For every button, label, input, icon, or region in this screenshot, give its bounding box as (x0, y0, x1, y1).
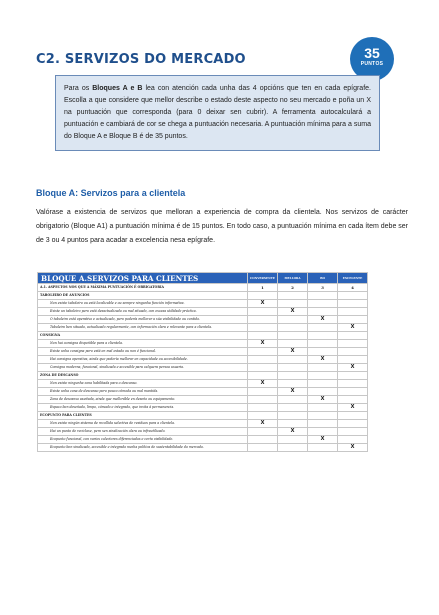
score-cell[interactable] (248, 436, 278, 444)
criterion-text: Taboleiro ben situado, actualizado regularmente, con información clara e relevante para a clientela. (38, 324, 248, 332)
score-cell[interactable] (308, 444, 338, 452)
score-cell[interactable] (278, 420, 308, 428)
page-title: C2. SERVIZOS DO MERCADO (36, 52, 246, 67)
score-cell[interactable] (338, 300, 368, 308)
col-header: MELLORA (278, 273, 308, 284)
score-cell[interactable] (308, 324, 338, 332)
score-cell[interactable]: X (248, 380, 278, 388)
section-header-cell (248, 372, 278, 380)
section-header-cell (308, 412, 338, 420)
col-header: EXCELENTE (338, 273, 368, 284)
instructions-bold: Bloques A e B (92, 85, 143, 92)
score-cell[interactable] (278, 300, 308, 308)
criterion-text: Existe unha consigna pero está en mal estado ou non é funcional. (38, 348, 248, 356)
score-number: 3 (308, 284, 338, 292)
table-row (38, 300, 368, 308)
score-cell[interactable] (278, 364, 308, 372)
sub-header: A.1. ASPECTOS NOS QUE A MÁXIMA PUNTUACIÓN É OBRIGATORIA (38, 284, 248, 292)
section-header-cell (308, 372, 338, 380)
table-row (38, 444, 368, 452)
score-cell[interactable]: X (308, 356, 338, 364)
score-cell[interactable] (308, 428, 338, 436)
criterion-text: Non existe ningunha zona habilitada para o descanso. (38, 380, 248, 388)
score-cell[interactable] (278, 404, 308, 412)
score-cell[interactable] (248, 388, 278, 396)
section-header-cell (338, 372, 368, 380)
block-a-paragraph: Valórase a existencia de servizos que melloran a experiencia de compra da clientela. Nos servizos de carácter obrigatorio (Bloque A1) a puntuación mínima é de 15 puntos. En todo caso, a puntuación mínima en cada ítem debe ser de 3 ou 4 puntos para acadar a excelencia nesa epígrafe. (36, 209, 409, 244)
table-row (38, 316, 368, 324)
score-cell[interactable] (278, 436, 308, 444)
score-cell[interactable] (338, 380, 368, 388)
score-cell[interactable] (338, 340, 368, 348)
score-cell[interactable] (308, 300, 338, 308)
table-title: BLOQUE A.SERVIZOS PARA CLIENTES (38, 273, 248, 284)
score-cell[interactable] (308, 364, 338, 372)
score-cell[interactable]: X (308, 436, 338, 444)
score-cell[interactable]: X (278, 388, 308, 396)
score-cell[interactable] (338, 420, 368, 428)
score-cell[interactable] (248, 404, 278, 412)
section-header-cell (308, 332, 338, 340)
score-cell[interactable] (248, 324, 278, 332)
score-cell[interactable] (248, 356, 278, 364)
section-header-cell (248, 412, 278, 420)
score-number: 1 (248, 284, 278, 292)
score-cell[interactable] (338, 436, 368, 444)
criterion-text: Non existe ningún sistema de recollida selectiva de residuos para a clientela. (38, 420, 248, 428)
criterion-text: Non existe taboleiro ou está localizable e ou sempre ningunha función informativa. (38, 300, 248, 308)
table-row (38, 396, 368, 404)
criterion-text: Espazo ben deseñado, limpo, cómodo e integrado, que invita á permanencia. (38, 404, 248, 412)
section-header: CONSIGNA (38, 332, 248, 340)
section-header-cell (278, 332, 308, 340)
score-cell[interactable] (338, 396, 368, 404)
criterion-text: O taboleiro está operativo e actualizado, pero podería mellorar a súa visibilidade ou contido. (38, 316, 248, 324)
score-cell[interactable]: X (338, 404, 368, 412)
criterion-text: Hai un punto de reciclaxe, pero sen sinalización clara ou infrautilizado. (38, 428, 248, 436)
score-cell[interactable] (338, 388, 368, 396)
score-number: 2 (278, 284, 308, 292)
section-header-cell (248, 332, 278, 340)
score-cell[interactable] (308, 308, 338, 316)
table-row (38, 308, 368, 316)
score-cell[interactable] (338, 308, 368, 316)
score-number: 4 (338, 284, 368, 292)
section-header-cell (248, 292, 278, 300)
score-cell[interactable]: X (248, 420, 278, 428)
score-cell[interactable]: X (338, 364, 368, 372)
score-cell[interactable] (308, 348, 338, 356)
criterion-text: Ecopunto ben sinalizado, accesible e integrado nunha política de sustentabilidade do mercado. (38, 444, 248, 452)
criterion-text: Consigna moderna, funcional, sinalizada e accesible para calquera persoa usuaria. (38, 364, 248, 372)
score-cell[interactable] (308, 420, 338, 428)
score-cell[interactable]: X (338, 444, 368, 452)
score-cell[interactable] (308, 404, 338, 412)
section-header: TABOLEIRO DE ANUNCIOS (38, 292, 248, 300)
score-cell[interactable]: X (248, 340, 278, 348)
criterion-text: Ecopunto funcional, con varios colectores diferenciados e certa visibilidade. (38, 436, 248, 444)
score-cell[interactable]: X (308, 316, 338, 324)
section-header-cell (278, 412, 308, 420)
table-row (38, 436, 368, 444)
scoring-table (37, 272, 368, 452)
score-cell[interactable]: X (278, 308, 308, 316)
section-header-cell (278, 292, 308, 300)
block-a-subtitle: Bloque A: Servizos para a clientela (36, 188, 186, 198)
col-header: CONVERXENTE (248, 273, 278, 284)
score-cell[interactable] (338, 356, 368, 364)
table-row (38, 364, 368, 372)
score-cell[interactable] (248, 396, 278, 404)
score-cell[interactable] (308, 380, 338, 388)
table-row (38, 340, 368, 348)
points-value: 35 (364, 45, 380, 61)
score-cell[interactable]: X (278, 428, 308, 436)
criterion-text: Existe unha zona de descanso pero pouco cómoda ou mal mantida. (38, 388, 248, 396)
table-row (38, 380, 368, 388)
table-row (38, 388, 368, 396)
score-cell[interactable] (278, 396, 308, 404)
score-cell[interactable] (278, 444, 308, 452)
table-row (38, 420, 368, 428)
score-cell[interactable]: X (248, 300, 278, 308)
section-header-cell (338, 332, 368, 340)
section-header-cell (308, 292, 338, 300)
score-cell[interactable] (338, 428, 368, 436)
section-header-cell (338, 292, 368, 300)
table-row (38, 356, 368, 364)
score-cell[interactable] (278, 324, 308, 332)
points-label: PUNTOS (360, 61, 384, 67)
score-cell[interactable] (278, 380, 308, 388)
instructions-box (55, 75, 380, 151)
score-cell[interactable] (308, 388, 338, 396)
score-cell[interactable] (248, 316, 278, 324)
section-header-cell (338, 412, 368, 420)
criterion-text: Non hai consigna dispoñible para a clientela. (38, 340, 248, 348)
score-cell[interactable] (248, 348, 278, 356)
score-cell[interactable] (248, 444, 278, 452)
score-cell[interactable]: X (278, 348, 308, 356)
score-cell[interactable] (248, 364, 278, 372)
criterion-text: Zona de descanso axeitada, ainda que melloráble en deseño ou equipamento. (38, 396, 248, 404)
section-header-cell (278, 372, 308, 380)
score-cell[interactable] (338, 348, 368, 356)
score-cell[interactable]: X (308, 396, 338, 404)
instructions-text-2: lea con atención cada unha das 4 opcións que ten en cada epígrafe. Escolla a que considere que mellor describe o estado deste aspecto no seu mercado e poña un X na puntuación que corresponda (para 0 deixar sen cubrir). A ferramenta autocalculará a puntuación e cambiará de cor se chega a puntuación necesaria. A puntuación mínima para a suma do Bloque A e Bloque B é de 35 puntos. (64, 85, 371, 140)
score-cell[interactable] (248, 308, 278, 316)
criterion-text: Hai consigna operativa, ainda que podería mellorar en capacidade ou accesibilidade. (38, 356, 248, 364)
section-header: ECOPUNTO PARA CLIENTES (38, 412, 248, 420)
table-row (38, 324, 368, 332)
score-cell[interactable] (248, 428, 278, 436)
score-cell[interactable] (308, 340, 338, 348)
score-cell[interactable] (278, 340, 308, 348)
criterion-text: Existe un taboleiro pero está desactualizado ou mal situado, con escasa utilidade práctica. (38, 308, 248, 316)
section-header: ZONA DE DESCANSO (38, 372, 248, 380)
score-cell[interactable] (278, 356, 308, 364)
col-header: BO (308, 273, 338, 284)
score-cell[interactable]: X (338, 324, 368, 332)
table-row (38, 428, 368, 436)
table-row (38, 404, 368, 412)
score-cell[interactable] (338, 316, 368, 324)
instructions-text-1: Para os (64, 85, 93, 92)
table-row (38, 348, 368, 356)
score-cell[interactable] (278, 316, 308, 324)
